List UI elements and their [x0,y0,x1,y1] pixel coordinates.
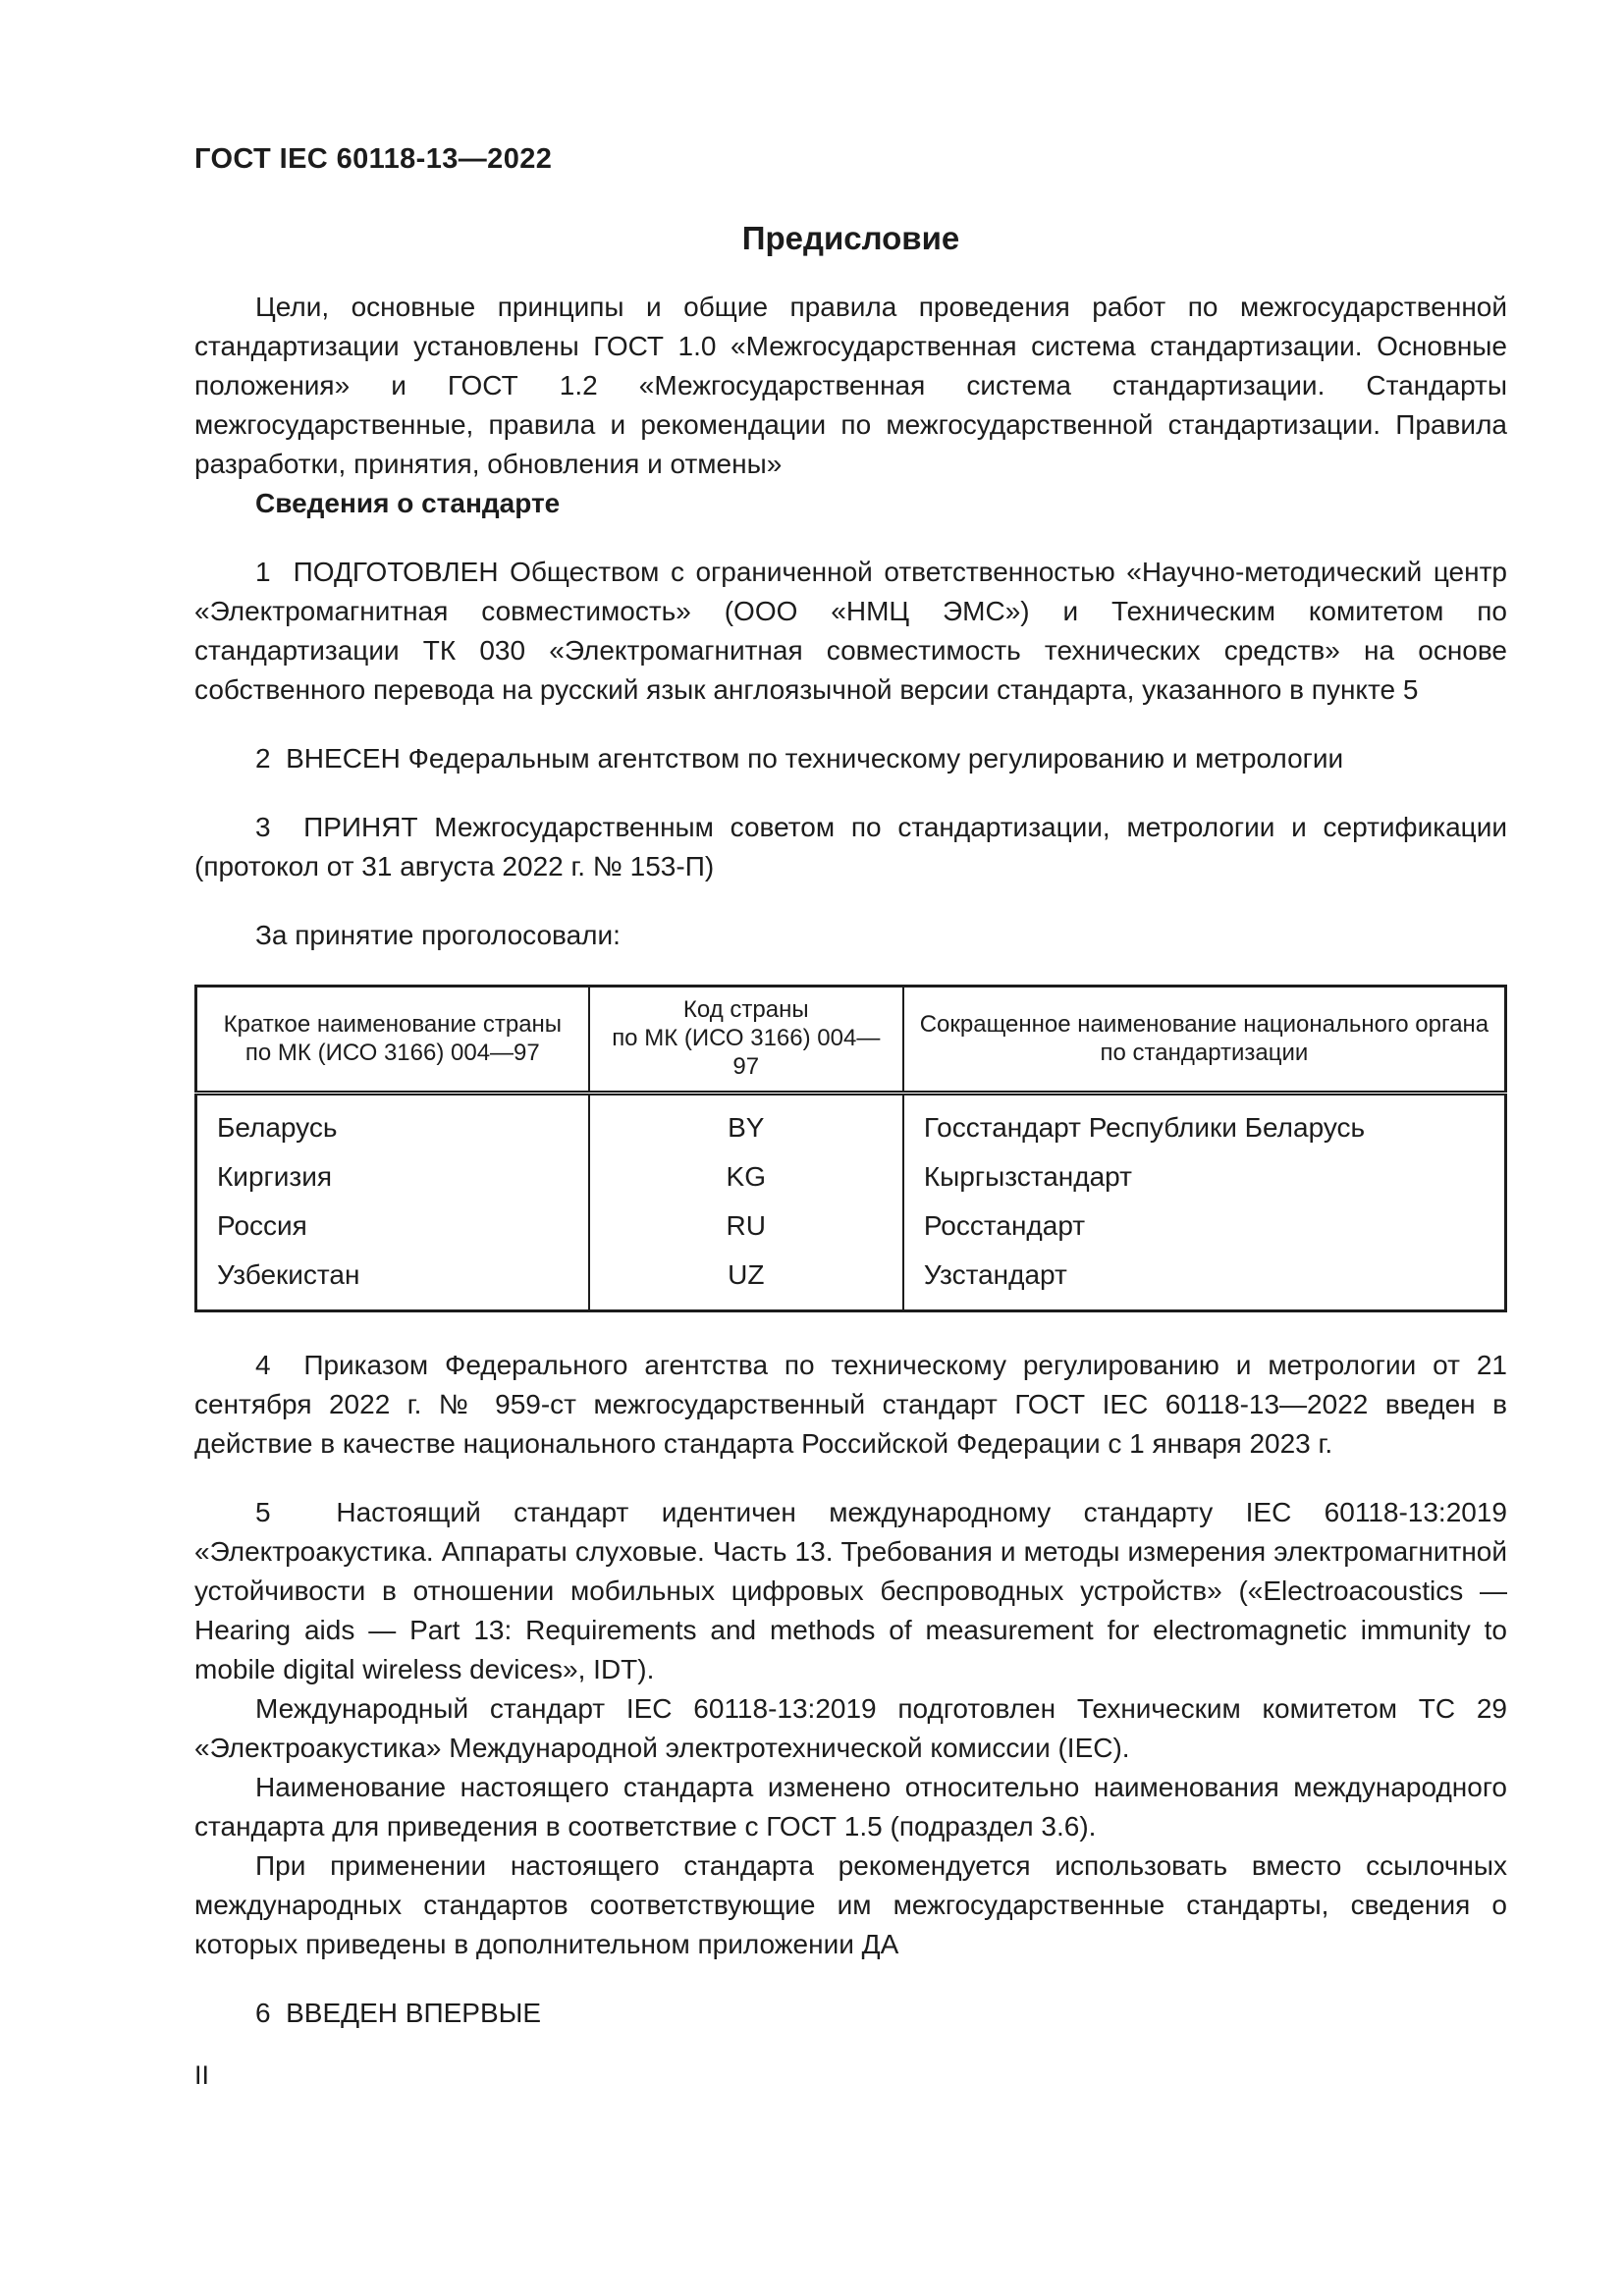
vote-table-header-row [196,987,1506,1094]
code-cell: UZ [589,1251,903,1311]
intro-paragraph: Цели, основные принципы и общие правила проведения работ по межгосударственной стандартизации установлены ГОСТ 1.0 «Межгосударственная система стандартизации. Основные положения» и ГОСТ 1.2 «Межгосударственная система стандартизации. Стандарты межгосударственные, правила и рекомендации по межгосударственной стандартизации. Правила разработки, принятия, обновления и отмены» [194,292,1507,479]
table-header-country-line1: Краткое наименование страны [223,1010,563,1038]
item-5-recommendation: При применении настоящего стандарта рекомендуется использовать вместо ссылочных международных стандартов соответствующие им межгосударственные стандарты, сведения о которых приведены в дополнительном приложении ДА [194,1850,1507,1959]
country-cell: Россия [196,1201,589,1251]
item-5-international-standard: Международный стандарт IEC 60118-13:2019 подготовлен Техническим комитетом ТС 29 «Электроакустика» Международной электротехнической комиссии (IEC). [194,1693,1507,1763]
org-cell: Госстандарт Республики Беларусь [903,1094,1506,1153]
section-heading-standard-info: Сведения о стандарте [255,488,561,518]
item-1-prepared: 1 ПОДГОТОВЛЕН Обществом с ограниченной ответственностью «Научно-методический центр «Электромагнитная совместимость» (ООО «НМЦ ЭМС») и Техническим комитетом по стандартизации ТК 030 «Электромагнитная совместимость технических средств» на основе собственного перевода на русский язык англоязычной версии стандарта, указанного в пункте 5 [194,557,1507,705]
org-cell: Узстандарт [903,1251,1506,1311]
table-header-code-line1: Код страны [682,996,809,1023]
item-2-submitted: 2 ВНЕСЕН Федеральным агентством по техническому регулированию и метрологии [255,743,1344,774]
item-4-order: 4 Приказом Федерального агентства по техническому регулированию и метрологии от 21 сентября 2022 г. № 959-ст межгосударственный стандарт ГОСТ IEC 60118-13—2022 введен в действие в качестве национального стандарта Российской Федерации с 1 января 2023 г. [194,1350,1507,1459]
code-cell: RU [589,1201,903,1251]
org-cell: Росстандарт [903,1201,1506,1251]
table-header-code [589,987,903,1094]
code-cell: BY [589,1094,903,1153]
page-number: II [194,2060,210,2090]
table-header-country-line2: по МК (ИСО 3166) 004—97 [244,1039,540,1066]
code-cell: KG [589,1152,903,1201]
document-code: ГОСТ IEC 60118-13—2022 [194,143,553,175]
country-cell: Узбекистан [196,1251,589,1311]
table-header-org-line2: по стандартизации [1100,1039,1309,1066]
table-header-org [903,987,1506,1094]
item-5-name-changed: Наименование настоящего стандарта изменено относительно наименования международного стандарта для приведения в соответствие с ГОСТ 1.5 (подраздел 3.6). [194,1772,1507,1842]
table-row [196,1251,1506,1311]
item-3-adopted: 3 ПРИНЯТ Межгосударственным советом по стандартизации, метрологии и сертификации (протокол от 31 августа 2022 г. № 153-П) [194,812,1507,881]
vote-table [194,985,1507,1312]
item-5-identity: 5 Настоящий стандарт идентичен международному стандарту IEC 60118-13:2019 «Электроакустика. Аппараты слуховые. Часть 13. Требования и методы измерения электромагнитной устойчивости в отношении мобильных цифровых беспроводных устройств» («Electroacoustics — Hearing aids — Part 13: Requirements and methods of measurement for electromagnetic immunity to mobile digital wireless devices», IDT). [194,1497,1507,1684]
table-row [196,1201,1506,1251]
table-header-code-line2: по МК (ИСО 3166) 004—97 [612,1025,881,1080]
table-header-country [196,987,589,1094]
country-cell: Киргизия [196,1152,589,1201]
vote-intro: За принятие проголосовали: [255,920,621,950]
item-6-first-introduced: 6 ВВЕДЕН ВПЕРВЫЕ [255,1998,542,2028]
table-header-org-line1: Сокращенное наименование национального органа [919,1010,1489,1038]
table-row [196,1152,1506,1201]
table-row [196,1094,1506,1153]
document-page [194,142,1507,2033]
page-title: Предисловие [741,220,960,256]
country-cell: Беларусь [196,1094,589,1153]
org-cell: Кыргызстандарт [903,1152,1506,1201]
